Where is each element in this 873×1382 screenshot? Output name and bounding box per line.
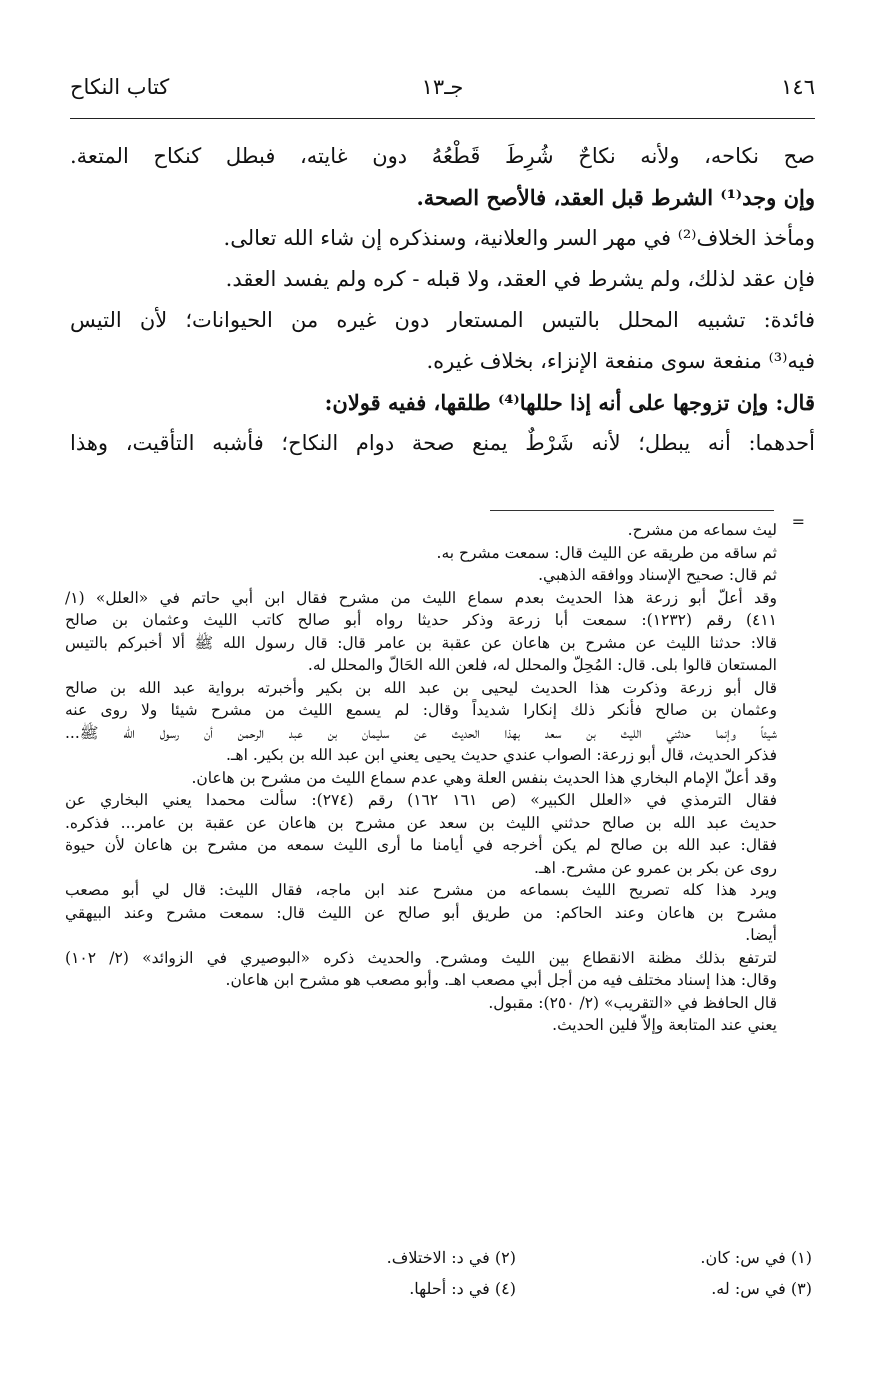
note-line: وعثمان بن صالح فأنكر ذلك إنكارا شديداً وقال: لم يسمع الليث من مشرح شيئا ولا روى عنه [65, 701, 777, 719]
note-line: فقال الترمذي في «العلل الكبير» (ص ١٦١ ١٦٢) رقم (٢٧٤): سألت محمدا يعني البخاري عن [65, 791, 777, 809]
note-line: ثم قال: صحيح الإسناد ووافقه الذهبي. [538, 566, 777, 584]
main-line: صح نكاحه، ولأنه نكاحٌ شُرِطَ قَطْعُهُ دون غايته، فبطل كنكاح المتعة. [70, 144, 815, 168]
main-line: وإن وجد⁽¹⁾ الشرط قبل العقد، فالأصح الصحة. [416, 185, 815, 210]
chapter-title: كتاب النكاح [70, 75, 170, 99]
note-line: روى عن بكر بن عمرو عن مشرح. اهـ. [533, 858, 777, 877]
commentary-notes [65, 519, 777, 1037]
note-line: فقال: عبد الله بن صالح لم يكن أخرجه في أيامنا ما أرى الليث سمعه من مشرح بن هاعان لأن حيوة [65, 836, 777, 854]
note-line: قال الحافظ في «التقريب» (٢/ ٢٥٠): مقبول. [488, 993, 777, 1012]
footnote-3: (٣) في س: له. [711, 1279, 812, 1298]
note-line: ثم ساقه من طريقه عن الليث قال: سمعت مشرح به. [436, 543, 777, 562]
footnote-row [220, 1273, 812, 1304]
note-line: حديث عبد الله بن صالح حدثني الليث بن سعد عن مشرح بن هاعان عن عقبة بن عامر... فذكره. [65, 813, 777, 832]
main-line: فيه⁽³⁾ منفعة سوى منفعة الإنزاء، بخلاف غيره. [426, 349, 815, 373]
note-line: وقد أعلّ أبو زرعة هذا الحديث بعدم سماع الليث من مشرح فقال ابن أبي حاتم في «العلل» (١/ [65, 588, 777, 607]
note-line: المستعان قالوا بلى. قال: المُحِلّ والمحلل له، فلعن الله الحَالّ والمحلل له. [307, 656, 777, 674]
main-line: ومأخذ الخلاف⁽²⁾ في مهر السر والعلانية، وسنذكره إن شاء الله تعالى. [223, 226, 815, 250]
main-line: قال: وإن تزوجها على أنه إذا حللها⁽⁴⁾ طلقها، ففيه قولان: [324, 390, 815, 415]
note-line: فذكر الحديث، قال أبو زرعة: الصواب عندي حديث يحيى يعني ابن عبد الله بن بكير. اهـ. [225, 746, 777, 764]
variant-footnotes [220, 1242, 812, 1304]
main-line: فائدة: تشبيه المحلل بالتيس المستعار دون غيره من الحيوانات؛ لأن التيس [70, 308, 815, 332]
header-divider [70, 118, 815, 119]
footnote-4: (٤) في د: أحلها. [409, 1279, 516, 1298]
note-line: لترتفع بذلك مظنة الانقطاع بين الليث ومشرح. والحديث ذكره «البوصيري في الزوائد» (٢/ ١٠٢) [65, 948, 777, 967]
note-line: وقال: هذا إسناد مختلف فيه من أجل أبي مصعب اهـ. وأبو مصعب هو مشرح ابن هاعان. [225, 971, 777, 989]
note-line: قال أبو زرعة وذكرت هذا الحديث ليحيى بن عبد الله بن بكير وأخبرته برواية عبد الله بن صالح [65, 678, 777, 697]
page-number: ١٤٦ [781, 75, 815, 99]
main-line: أحدهما: أنه يبطل؛ لأنه شَرْطٌ يمنع صحة دوام النكاح؛ فأشبه التأقيت، وهذا [70, 431, 815, 455]
main-text [70, 136, 815, 464]
note-line: شيئاً وإنما حدثني الليث بن سعد بهذا الحديث عن سليمان بن عبد الرحمن أن رسول الله ﷺ... [65, 723, 777, 742]
note-line: ليث سماعه من مشرح. [627, 521, 777, 539]
footnote-2: (٢) في د: الاختلاف. [386, 1248, 516, 1267]
footnote-row [220, 1242, 812, 1273]
footnote-1: (١) في س: كان. [700, 1248, 812, 1267]
note-line: أيضا. [745, 926, 777, 944]
note-line: ويرد هذا كله تصريح الليث بسماعه من مشرح عند ابن ماجه، فقال الليث: قال لي أبو مصعب [65, 881, 777, 899]
note-line: ٤١١) رقم (١٢٣٢): سمعت أبا زرعة وذكر حديثا رواه أبو صالح كاتب الليث وعثمان بن صالح [65, 611, 777, 629]
main-line: فإن عقد لذلك، ولم يشرط في العقد، ولا قبله - كره ولم يفسد العقد. [225, 267, 815, 291]
footnote-divider [490, 510, 774, 511]
volume-label: جـ١٣ [421, 75, 464, 99]
note-line: مشرح بن هاعان وعند الحاكم: من طريق أبو صالح عن الليث قال: سمعت مشرح وعند البيهقي [65, 903, 777, 922]
page-header [70, 72, 815, 112]
note-line: وقد أعلّ الإمام البخاري هذا الحديث بنفس العلة وهي عدم سماع الليث من مشرح بن هاعان. [191, 768, 777, 787]
note-line: يعني عند المتابعة وإلاّ فلين الحديث. [552, 1016, 777, 1034]
note-line: قالا: حدثنا الليث عن مشرح بن هاعان عن عقبة بن عامر قال: قال رسول الله ﷺ ألا أخبركم بالتيس [65, 633, 777, 652]
continuation-mark: = [791, 512, 805, 531]
